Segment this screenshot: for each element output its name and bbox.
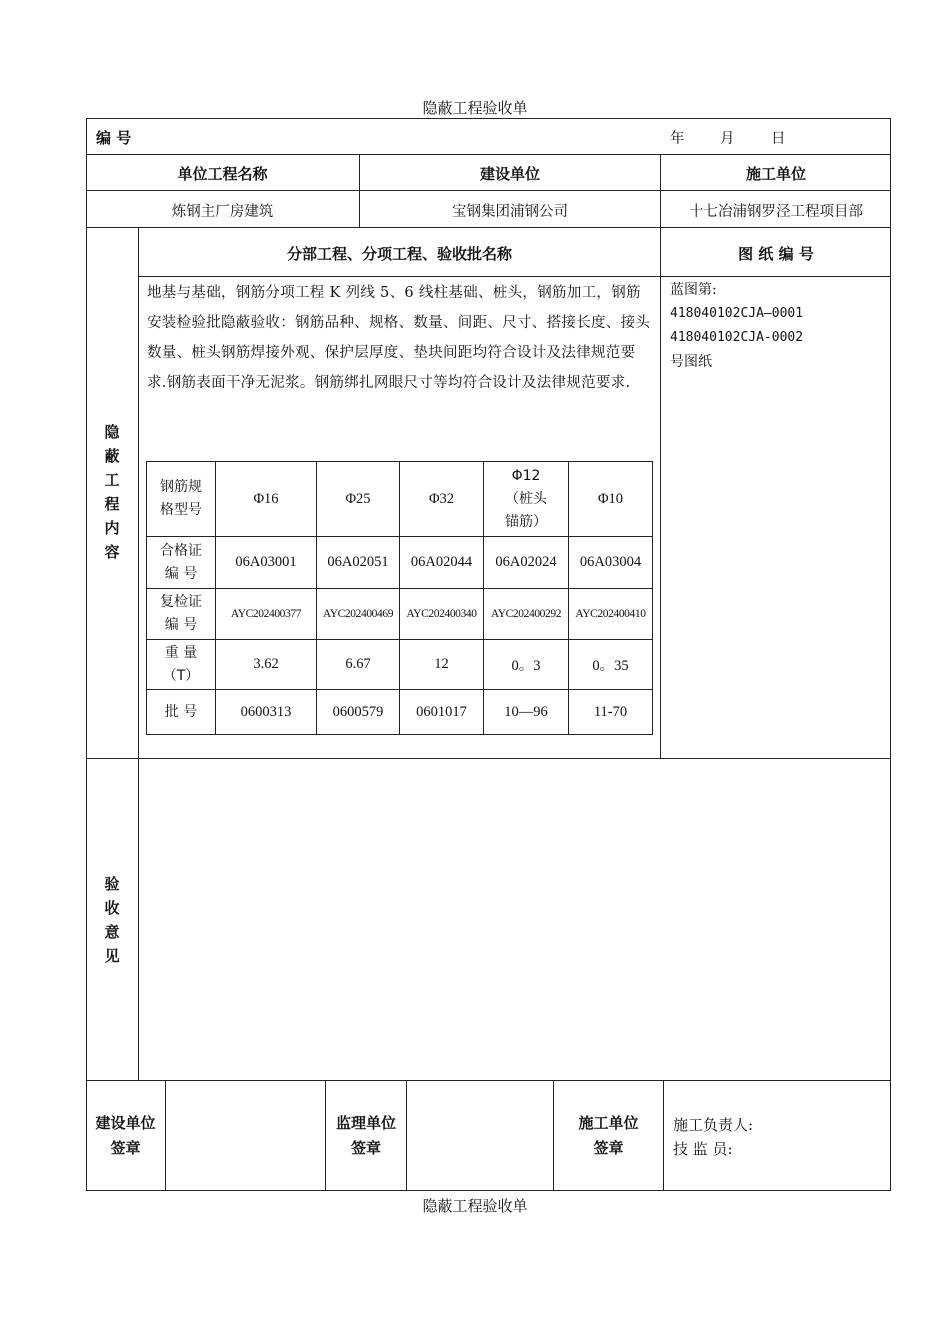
- drawing-line: 号图纸: [670, 354, 712, 370]
- side-char: 收: [104, 899, 120, 917]
- sig-line: 签章: [110, 1139, 141, 1157]
- document-title-bottom: 隐蔽工程验收单: [422, 1197, 528, 1215]
- owner-signature-area[interactable]: [166, 1081, 325, 1190]
- year-label: 年: [670, 131, 685, 147]
- opinion-area[interactable]: [139, 759, 890, 1079]
- table-cell: AYC202400377: [216, 589, 317, 640]
- content-side-label: [100, 420, 124, 564]
- sig-line: 监理单位: [335, 1114, 396, 1132]
- table-row: [147, 589, 653, 640]
- contractor-value: 十七冶浦钢罗泾工程项目部: [689, 204, 863, 220]
- project-name-label: 单位工程名称: [177, 165, 268, 183]
- divider: [138, 276, 891, 277]
- day-label: 日: [771, 131, 786, 147]
- spec-cell: Φ16: [216, 462, 317, 537]
- table-cell: AYC202400469: [317, 589, 400, 640]
- rebar-table: [146, 461, 653, 735]
- number-label: 编 号: [96, 129, 132, 147]
- table-cell: 06A02024: [484, 537, 569, 589]
- spec-cell: Φ10: [569, 462, 653, 537]
- spec-line: Φ12: [511, 467, 541, 484]
- spec-line: 锚筋）: [505, 513, 547, 530]
- label-line: 钢筋规: [160, 479, 202, 495]
- label-line: 合格证: [160, 542, 202, 559]
- side-char: 工: [104, 471, 120, 489]
- contractor-label: 施工单位: [745, 165, 806, 183]
- table-cell-label: [147, 462, 216, 537]
- table-cell-label: [147, 640, 216, 690]
- table-cell: AYC202400410: [569, 589, 653, 640]
- table-cell-label: [147, 690, 216, 735]
- table-cell: 0601017: [400, 690, 484, 735]
- side-char: 蔽: [104, 447, 120, 465]
- label-line: 批 号: [164, 703, 198, 720]
- table-cell: 0。35: [569, 640, 653, 690]
- label-line: 重 量: [164, 644, 198, 661]
- table-cell: 10—96: [484, 690, 569, 735]
- divider: [86, 227, 891, 228]
- divider: [663, 1080, 664, 1191]
- table-cell: 11-70: [569, 690, 653, 735]
- opinion-side-label: [100, 872, 124, 968]
- owner-signature-label: [86, 1111, 165, 1161]
- table-row: [147, 640, 653, 690]
- document-title: 隐蔽工程验收单: [422, 99, 528, 117]
- table-cell: 6.67: [317, 640, 400, 690]
- label-line: （T）: [162, 667, 200, 684]
- sig-line: 施工单位: [578, 1114, 639, 1132]
- responsible-person-label: 施工负责人:: [673, 1116, 754, 1134]
- label-line: 格型号: [160, 502, 202, 518]
- label-line: 编 号: [164, 617, 198, 633]
- side-char: 意: [104, 923, 120, 941]
- drawing-numbers: [670, 278, 880, 374]
- sig-line: 签章: [593, 1139, 624, 1157]
- owner-label: 建设单位: [479, 165, 540, 183]
- table-cell: 0600579: [317, 690, 400, 735]
- sig-line: 建设单位: [95, 1114, 156, 1132]
- divider: [86, 190, 891, 191]
- sig-line: 签章: [350, 1139, 381, 1157]
- project-name-value: 炼钢主厂房建筑: [171, 204, 274, 220]
- subproject-label: 分部工程、分项工程、验收批名称: [286, 245, 512, 263]
- table-row: [147, 690, 653, 735]
- table-cell: 0。3: [484, 640, 569, 690]
- table-cell: 0600313: [216, 690, 317, 735]
- drawing-line: 418040102CJA—0001: [670, 306, 804, 321]
- supervisor-signature-label: [326, 1111, 406, 1161]
- table-cell-label: [147, 537, 216, 589]
- table-row: [147, 537, 653, 589]
- contractor-signature-label: [554, 1111, 663, 1161]
- side-char: 容: [104, 543, 120, 561]
- table-cell: 06A03004: [569, 537, 653, 589]
- inspection-description: 地基与基础，钢筋分项工程 K 列线 5、6 线柱基础、桩头，钢筋加工，钢筋安装检验批隐蔽验收：钢筋品种、规格、数量、间距、尺寸、搭接长度、接头数量、桩头钢筋焊接外观、保护层厚度、垫块间距均符合设计及法律规范要求.钢筋表面干净无泥浆。钢筋绑扎网眼尺寸等均符合设计及法律规范要求.: [147, 285, 651, 391]
- table-cell-label: [147, 589, 216, 640]
- table-cell: 06A02051: [317, 537, 400, 589]
- month-label: 月: [720, 131, 735, 147]
- table-header-row: [147, 462, 653, 537]
- table-cell: 12: [400, 640, 484, 690]
- side-char: 隐: [104, 423, 120, 441]
- table-cell: AYC202400340: [400, 589, 484, 640]
- table-cell: 06A03001: [216, 537, 317, 589]
- spec-line: （桩头: [505, 490, 547, 507]
- label-line: 复检证: [160, 594, 202, 610]
- owner-value: 宝钢集团浦钢公司: [452, 204, 568, 220]
- spec-cell: Φ25: [317, 462, 400, 537]
- drawing-line: 蓝图第:: [670, 282, 717, 298]
- table-cell: 3.62: [216, 640, 317, 690]
- divider: [86, 154, 891, 155]
- label-line: 编 号: [164, 565, 198, 582]
- side-char: 内: [104, 519, 120, 537]
- drawing-line: 418040102CJA-0002: [670, 330, 804, 345]
- side-char: 见: [104, 947, 120, 965]
- drawing-number-label: 图 纸 编 号: [738, 245, 814, 263]
- spec-cell: Φ32: [400, 462, 484, 537]
- table-cell: 06A02044: [400, 537, 484, 589]
- table-cell: AYC202400292: [484, 589, 569, 640]
- side-char: 程: [104, 495, 120, 513]
- side-char: 验: [104, 875, 120, 893]
- spec-cell: [484, 462, 569, 537]
- technician-label: 技 监 员:: [673, 1140, 733, 1158]
- supervisor-signature-area[interactable]: [407, 1081, 553, 1190]
